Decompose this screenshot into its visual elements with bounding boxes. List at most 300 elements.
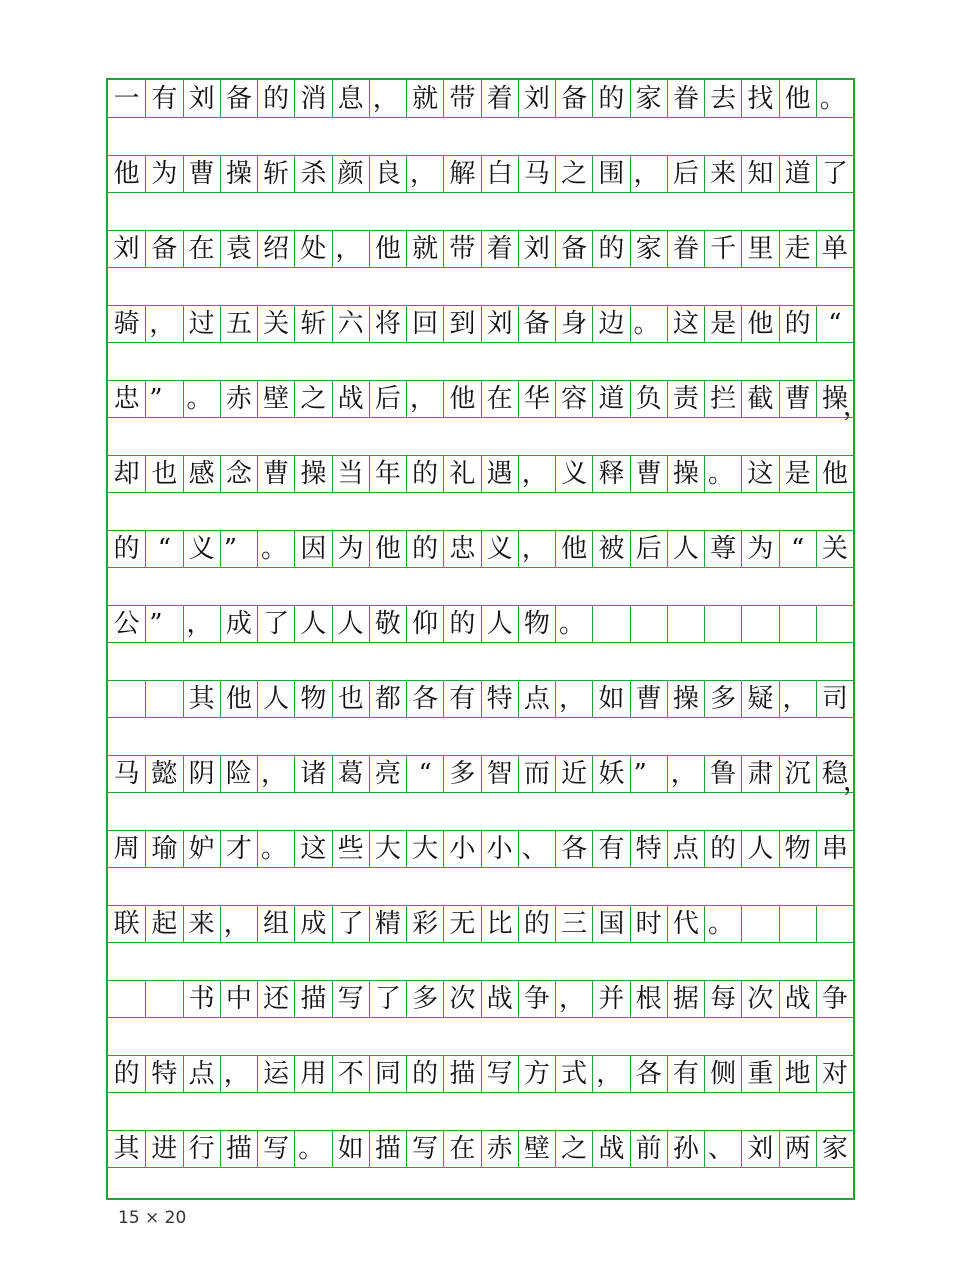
grid-cell: 起 <box>145 905 182 943</box>
grid-cell: 还 <box>257 980 294 1018</box>
grid-cell: 白 <box>481 155 518 193</box>
grid-cell <box>667 605 704 643</box>
grid-cell <box>145 980 182 1018</box>
grid-cell: 备 <box>555 230 592 268</box>
grid-cell: 无 <box>443 905 480 943</box>
grid-cell: ， <box>369 80 406 118</box>
grid-cell: 。 <box>294 1130 331 1168</box>
grid-cell: 写 <box>481 1055 518 1093</box>
grid-cell: 有 <box>145 80 182 118</box>
grid-row <box>108 155 853 193</box>
grid-cell: 备 <box>555 80 592 118</box>
grid-cell: 马 <box>108 755 145 793</box>
grid-cell: 公 <box>108 605 145 643</box>
grid-cell: 也 <box>332 680 369 718</box>
grid-cell: 行 <box>183 1130 220 1168</box>
grid-cell: 之 <box>294 380 331 418</box>
grid-cell: 边 <box>592 305 629 343</box>
grid-cell: 精 <box>369 905 406 943</box>
grid-cell: ， <box>667 755 704 793</box>
grid-cell: 的 <box>779 305 816 343</box>
grid-cell: 人 <box>741 830 778 868</box>
grid-cell: 之 <box>555 1130 592 1168</box>
grid-cell: 如 <box>332 1130 369 1168</box>
grid-cell: 各 <box>555 830 592 868</box>
grid-row <box>108 1130 853 1168</box>
grid-cell: 国 <box>592 905 629 943</box>
grid-cell: 特 <box>145 1055 182 1093</box>
grid-cell: 备 <box>518 305 555 343</box>
grid-cell: 容 <box>555 380 592 418</box>
grid-cell: 刘 <box>108 230 145 268</box>
grid-cell: 道 <box>592 380 629 418</box>
grid-cell: 责 <box>667 380 704 418</box>
grid-cell: 关 <box>257 305 294 343</box>
grid-cell: 其 <box>183 680 220 718</box>
grid-cell: 侧 <box>704 1055 741 1093</box>
grid-cell <box>741 605 778 643</box>
grid-cell: 是 <box>704 305 741 343</box>
grid-cell: ， <box>257 755 294 793</box>
grid-cell: ， <box>220 1055 257 1093</box>
grid-cell: 为 <box>741 530 778 568</box>
grid-cell: 的 <box>257 80 294 118</box>
grid-cell: 物 <box>518 605 555 643</box>
grid-cell <box>816 905 853 943</box>
grid-row <box>108 455 853 493</box>
grid-cell: 忠 <box>108 380 145 418</box>
grid-cell: 险 <box>220 755 257 793</box>
grid-cell: 刘 <box>518 230 555 268</box>
grid-cell: 战 <box>332 380 369 418</box>
grid-cell: 将 <box>369 305 406 343</box>
grid-cell: 。 <box>704 905 741 943</box>
grid-cell: 家 <box>630 230 667 268</box>
grid-cell: 比 <box>481 905 518 943</box>
grid-cell: 他 <box>369 230 406 268</box>
grid-row <box>108 80 853 118</box>
grid-cell: 家 <box>630 80 667 118</box>
grid-cell: 、 <box>518 830 555 868</box>
grid-cell: 争 <box>518 980 555 1018</box>
grid-cell: 点 <box>518 680 555 718</box>
grid-cell: 曹 <box>257 455 294 493</box>
grid-cell: 眷 <box>667 230 704 268</box>
grid-cell: 有 <box>592 830 629 868</box>
grid-cell: 曹 <box>183 155 220 193</box>
grid-cell: 写 <box>406 1130 443 1168</box>
grid-cell: 而 <box>518 755 555 793</box>
grid-cell: 多 <box>443 755 480 793</box>
grid-cell: 妖 <box>592 755 629 793</box>
grid-cell: 良 <box>369 155 406 193</box>
grid-cell: 人 <box>481 605 518 643</box>
grid-cell: 斩 <box>294 305 331 343</box>
grid-cell: 因 <box>294 530 331 568</box>
grid-cell <box>108 980 145 1018</box>
grid-cell: 描 <box>369 1130 406 1168</box>
grid-cell: 。 <box>816 80 853 118</box>
grid-cell: 释 <box>592 455 629 493</box>
grid-cell: 串 <box>816 830 853 868</box>
grid-cell: 物 <box>779 830 816 868</box>
grid-cell: 各 <box>630 1055 667 1093</box>
grid-cell: 为 <box>332 530 369 568</box>
grid-cell: 刘 <box>518 80 555 118</box>
grid-cell: 其 <box>108 1130 145 1168</box>
grid-cell: 为 <box>145 155 182 193</box>
grid-cell: 操 <box>667 680 704 718</box>
grid-cell: 稳 <box>816 755 853 793</box>
grid-cell: 之 <box>555 155 592 193</box>
grid-size-label: 15 × 20 <box>118 1208 187 1228</box>
grid-cell: 描 <box>294 980 331 1018</box>
grid-cell: 这 <box>667 305 704 343</box>
grid-cell: 根 <box>630 980 667 1018</box>
grid-cell: 都 <box>369 680 406 718</box>
grid-cell: 袁 <box>220 230 257 268</box>
grid-cell: 小 <box>481 830 518 868</box>
grid-cell: 妒 <box>183 830 220 868</box>
grid-cell: 些 <box>332 830 369 868</box>
grid-cell: 成 <box>294 905 331 943</box>
grid-cell: 操 <box>667 455 704 493</box>
grid-cell: 方 <box>518 1055 555 1093</box>
grid-cell: 年 <box>369 455 406 493</box>
grid-row <box>108 830 853 868</box>
grid-cell: 有 <box>667 1055 704 1093</box>
grid-cell: 。 <box>257 830 294 868</box>
grid-cell: 组 <box>257 905 294 943</box>
grid-cell: 成 <box>220 605 257 643</box>
grid-cell: 在 <box>481 380 518 418</box>
grid-cell: 点 <box>183 1055 220 1093</box>
grid-cell: 走 <box>779 230 816 268</box>
grid-cell: 义 <box>481 530 518 568</box>
grid-cell: 如 <box>592 680 629 718</box>
grid-cell: ， <box>630 155 667 193</box>
grid-cell: 时 <box>630 905 667 943</box>
grid-cell: 斩 <box>257 155 294 193</box>
grid-cell: 人 <box>257 680 294 718</box>
grid-cell: 家 <box>816 1130 853 1168</box>
grid-cell: 操 <box>220 155 257 193</box>
grid-row <box>108 230 853 268</box>
grid-cell: 过 <box>183 305 220 343</box>
grid-cell: 忠 <box>443 530 480 568</box>
grid-cell: 。 <box>704 455 741 493</box>
grid-cell: 有 <box>443 680 480 718</box>
grid-cell: 的 <box>592 230 629 268</box>
grid-cell: 并 <box>592 980 629 1018</box>
grid-cell: 后 <box>369 380 406 418</box>
grid-cell: 中 <box>220 980 257 1018</box>
grid-cell: 了 <box>257 605 294 643</box>
grid-cell: 曹 <box>779 380 816 418</box>
grid-cell: 被 <box>592 530 629 568</box>
grid-cell: 处 <box>294 230 331 268</box>
grid-cell: 同 <box>369 1055 406 1093</box>
grid-cell: 沉 <box>779 755 816 793</box>
grid-cell: 一 <box>108 80 145 118</box>
grid-cell: 战 <box>592 1130 629 1168</box>
grid-cell: 马 <box>518 155 555 193</box>
grid-cell: 多 <box>406 980 443 1018</box>
grid-cell: 式 <box>555 1055 592 1093</box>
grid-cell: ， <box>332 230 369 268</box>
grid-cell: 在 <box>443 1130 480 1168</box>
manuscript-grid-sheet <box>106 78 869 1200</box>
grid-cell: “ <box>779 530 816 568</box>
grid-cell: 里 <box>741 230 778 268</box>
grid-row <box>108 605 853 643</box>
grid-cell: 操 <box>816 380 853 418</box>
grid-cell: 着 <box>481 230 518 268</box>
grid-cell: 刘 <box>741 1130 778 1168</box>
grid-cell: 操 <box>294 455 331 493</box>
grid-cell: 他 <box>220 680 257 718</box>
grid-cell: ， <box>518 530 555 568</box>
grid-cell: 骑 <box>108 305 145 343</box>
grid-cell: 后 <box>630 530 667 568</box>
grid-cell: 两 <box>779 1130 816 1168</box>
grid-cell: 联 <box>108 905 145 943</box>
grid-cell: ， <box>779 680 816 718</box>
grid-cell: 杀 <box>294 155 331 193</box>
grid-cell: 周 <box>108 830 145 868</box>
grid-cell: 带 <box>443 80 480 118</box>
grid-cell: 他 <box>555 530 592 568</box>
grid-cell: 运 <box>257 1055 294 1093</box>
grid-cell: 华 <box>518 380 555 418</box>
grid-cell: 点 <box>667 830 704 868</box>
grid-cell: 解 <box>443 155 480 193</box>
grid-cell: 肃 <box>741 755 778 793</box>
grid-cell: 就 <box>406 230 443 268</box>
grid-cell: 壁 <box>257 380 294 418</box>
grid-cell: “ <box>816 305 853 343</box>
grid-cell: 五 <box>220 305 257 343</box>
grid-cell: “ <box>145 530 182 568</box>
grid-cell: 书 <box>183 980 220 1018</box>
grid-cell: ， <box>555 980 592 1018</box>
grid-cell: 的 <box>592 80 629 118</box>
grid-cell <box>779 605 816 643</box>
grid-cell: 孙 <box>667 1130 704 1168</box>
grid-cell: 他 <box>816 455 853 493</box>
grid-cell: 着 <box>481 80 518 118</box>
grid-cell: ， <box>183 605 220 643</box>
grid-cell: 眷 <box>667 80 704 118</box>
grid-cell: 懿 <box>145 755 182 793</box>
grid-cell: 义 <box>183 530 220 568</box>
grid-cell <box>145 680 182 718</box>
grid-cell: 了 <box>332 905 369 943</box>
grid-cell: 。 <box>183 380 220 418</box>
grid-cell: 当 <box>332 455 369 493</box>
grid-cell: ， <box>555 680 592 718</box>
grid-cell: 备 <box>145 230 182 268</box>
grid-cell: 人 <box>332 605 369 643</box>
grid-cell: ” <box>220 530 257 568</box>
grid-cell: 消 <box>294 80 331 118</box>
grid-cell: 这 <box>294 830 331 868</box>
grid-cell: 才 <box>220 830 257 868</box>
grid-cell: 尊 <box>704 530 741 568</box>
grid-cell: 他 <box>779 80 816 118</box>
grid-cell: 特 <box>630 830 667 868</box>
grid-cell: 回 <box>406 305 443 343</box>
grid-cell: 礼 <box>443 455 480 493</box>
grid-cell: 葛 <box>332 755 369 793</box>
grid-cell: 大 <box>369 830 406 868</box>
grid-cell: 念 <box>220 455 257 493</box>
grid-cell: 遇 <box>481 455 518 493</box>
grid-cell: 前 <box>630 1130 667 1168</box>
grid-cell: 对 <box>816 1055 853 1093</box>
grid-cell: 司 <box>816 680 853 718</box>
grid-cell: 负 <box>630 380 667 418</box>
grid-cell: ， <box>406 155 443 193</box>
grid-cell: 敬 <box>369 605 406 643</box>
grid-cell: 描 <box>443 1055 480 1093</box>
grid-cell: 亮 <box>369 755 406 793</box>
grid-cell: 了 <box>816 155 853 193</box>
grid-cell: 在 <box>183 230 220 268</box>
grid-cell: 截 <box>741 380 778 418</box>
grid-row <box>108 755 869 797</box>
grid-cell: 疑 <box>741 680 778 718</box>
grid-cell: 多 <box>704 680 741 718</box>
grid-cell: 的 <box>518 905 555 943</box>
grid-cell: 的 <box>704 830 741 868</box>
grid-cell: 六 <box>332 305 369 343</box>
grid-cell: 千 <box>704 230 741 268</box>
grid-row <box>108 980 853 1018</box>
grid-cell: 争 <box>816 980 853 1018</box>
grid-row <box>108 905 853 943</box>
grid-cell: 据 <box>667 980 704 1018</box>
grid-cell: 去 <box>704 80 741 118</box>
overflow-punctuation: ， <box>842 767 869 797</box>
grid-cell: 备 <box>220 80 257 118</box>
grid-cell: 。 <box>257 530 294 568</box>
grid-cell: 关 <box>816 530 853 568</box>
grid-row <box>108 680 853 718</box>
grid-cell: 也 <box>145 455 182 493</box>
grid-cell: 每 <box>704 980 741 1018</box>
grid-cell: 道 <box>779 155 816 193</box>
grid-cell: 赤 <box>481 1130 518 1168</box>
grid-cell <box>741 905 778 943</box>
grid-cell: 单 <box>816 230 853 268</box>
grid-cell: 瑜 <box>145 830 182 868</box>
grid-cell: 带 <box>443 230 480 268</box>
grid-cell: 就 <box>406 80 443 118</box>
grid-cell: 赤 <box>220 380 257 418</box>
grid-cell: 息 <box>332 80 369 118</box>
grid-cell: 战 <box>779 980 816 1018</box>
grid-cell: 是 <box>779 455 816 493</box>
grid-cell: 写 <box>257 1130 294 1168</box>
grid-cell: ， <box>592 1055 629 1093</box>
grid-cell: 围 <box>592 155 629 193</box>
overflow-punctuation: ， <box>842 392 869 422</box>
grid-cell: 刘 <box>183 80 220 118</box>
grid-cell: 壁 <box>518 1130 555 1168</box>
grid-cell: 来 <box>704 155 741 193</box>
grid-cell: 来 <box>183 905 220 943</box>
grid-cell: 重 <box>741 1055 778 1093</box>
grid-cell: 次 <box>443 980 480 1018</box>
grid-row <box>108 380 869 422</box>
grid-cell: 战 <box>481 980 518 1018</box>
grid-cell: 写 <box>332 980 369 1018</box>
grid-cell: ” <box>145 605 182 643</box>
grid-cell: ” <box>145 380 182 418</box>
grid-cell: 的 <box>406 1055 443 1093</box>
grid-cell: 、 <box>704 1130 741 1168</box>
grid-cell: 人 <box>294 605 331 643</box>
grid-cell <box>704 605 741 643</box>
grid-row <box>108 530 853 568</box>
grid-cell: 的 <box>443 605 480 643</box>
grid-cell: 的 <box>406 530 443 568</box>
grid-row <box>108 1055 853 1093</box>
grid-cell: 他 <box>741 305 778 343</box>
grid-cell <box>108 680 145 718</box>
grid-cell: 了 <box>369 980 406 1018</box>
grid-cell: 身 <box>555 305 592 343</box>
grid-cell: 。 <box>630 305 667 343</box>
grid-cell: 却 <box>108 455 145 493</box>
grid-cell: ， <box>406 380 443 418</box>
grid-cell: ， <box>145 305 182 343</box>
grid-cell: 小 <box>443 830 480 868</box>
grid-cell: 颜 <box>332 155 369 193</box>
grid-cell: 的 <box>108 530 145 568</box>
grid-cell: 彩 <box>406 905 443 943</box>
grid-cell: 鲁 <box>704 755 741 793</box>
grid-cell: 他 <box>108 155 145 193</box>
grid-cell: 大 <box>406 830 443 868</box>
grid-cell: 感 <box>183 455 220 493</box>
grid-cell: 不 <box>332 1055 369 1093</box>
grid-cell: 地 <box>779 1055 816 1093</box>
grid-cell: 找 <box>741 80 778 118</box>
grid-cell: ” <box>630 755 667 793</box>
grid-cell: 他 <box>443 380 480 418</box>
grid-cell: 各 <box>406 680 443 718</box>
grid-cell: 刘 <box>481 305 518 343</box>
grid-cell: 的 <box>108 1055 145 1093</box>
grid-cell: 智 <box>481 755 518 793</box>
grid-cell: 代 <box>667 905 704 943</box>
grid-cell: 到 <box>443 305 480 343</box>
grid-cell: 诸 <box>294 755 331 793</box>
grid-cell: 物 <box>294 680 331 718</box>
grid-cell <box>592 605 629 643</box>
grid-cell: 绍 <box>257 230 294 268</box>
grid-cell: 义 <box>555 455 592 493</box>
grid-cell: 进 <box>145 1130 182 1168</box>
grid-cell: 。 <box>555 605 592 643</box>
grid-cell: 曹 <box>630 455 667 493</box>
grid-cell: 用 <box>294 1055 331 1093</box>
grid-cell <box>816 605 853 643</box>
grid-cell: 拦 <box>704 380 741 418</box>
grid-cell: ， <box>220 905 257 943</box>
